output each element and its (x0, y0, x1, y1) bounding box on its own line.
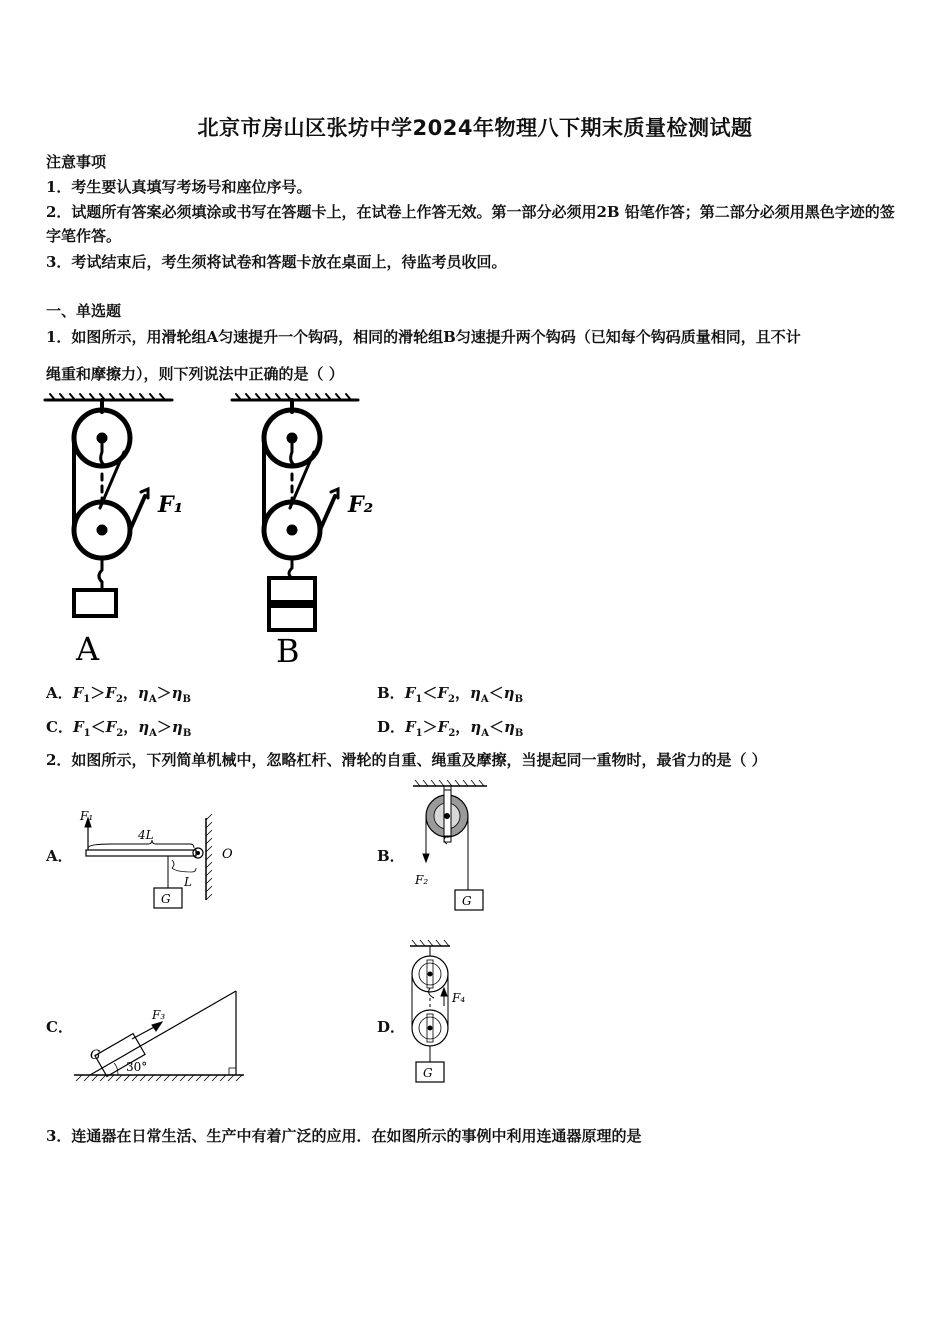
q2a-label-g: G (161, 892, 171, 906)
q2-pulley-block-figure (400, 936, 490, 1088)
notice-item-2: 2．试题所有答案必须填涂或书写在答题卡上，在试卷上作答无效。第一部分必须用2B 铅笔作答；第二部分必须用黑色字迹的签字笔作答。 (46, 203, 895, 245)
q2a-label-f1: F₁ (80, 809, 94, 823)
q2-stem: 2．如图所示，下列简单机械中，忽略杠杆、滑轮的自重、绳重及摩擦，当提起同一重物时，最省力的是（ ） (46, 751, 767, 769)
q2-option-b-label[interactable]: B． (377, 847, 405, 865)
q1-stem-line-2: 绳重和摩擦力），则下列说法中正确的是（ ） (46, 365, 344, 383)
q3-stem: 3．连通器在日常生活、生产中有着广泛的应用．在如图所示的事例中利用连通器原理的是 (46, 1127, 642, 1145)
q2b-label-g: G (462, 894, 472, 908)
q2a-label-l: L (184, 875, 192, 889)
pulley-system-b (232, 394, 358, 630)
q1-label-f2: F₂ (348, 492, 374, 518)
notice-heading: 注意事项 (46, 153, 107, 171)
q1-label-a: A (76, 630, 100, 668)
q1-pulley-figure (40, 390, 400, 675)
q1-option-d[interactable]: D．$F_1>F_2$，$\eta_A<\eta_B$ (377, 718, 524, 739)
q2a-label-o: O (222, 847, 233, 862)
notice-item-1: 1．考生要认真填写考场号和座位序号。 (46, 178, 312, 196)
section-heading: 一、单选题 (46, 302, 122, 320)
q2-incline-figure (70, 985, 250, 1090)
q1-option-b[interactable]: B．$F_1<F_2$，$\eta_A<\eta_B$ (377, 684, 524, 705)
q2d-label-f4: F₄ (452, 991, 466, 1005)
q1-option-a[interactable]: A．$F_1>F_2$，$\eta_A>\eta_B$ (46, 684, 191, 705)
q2-option-d-label[interactable]: D． (377, 1018, 406, 1036)
q1-label-b: B (276, 632, 300, 670)
q2c-label-g: G (90, 1048, 101, 1063)
q1-stem-line-1: 1．如图所示，用滑轮组A匀速提升一个钩码，相同的滑轮组B匀速提升两个钩码（已知每个钩码质量相同，且不计 (46, 328, 801, 346)
q2b-label-f2: F₂ (415, 873, 429, 887)
q2-option-c-label[interactable]: C． (46, 1018, 73, 1036)
q2-option-a-label[interactable]: A． (46, 847, 73, 865)
q2c-label-angle: 30° (126, 1060, 148, 1074)
q2d-label-g: G (423, 1066, 433, 1080)
q1-label-f1: F₁ (158, 492, 184, 518)
q2-lever-figure (72, 800, 252, 920)
notice-item-3: 3．考试结束后，考生须将试卷和答题卡放在桌面上，待监考员收回。 (46, 253, 507, 271)
pulley-system-a (45, 394, 172, 616)
page-title: 北京市房山区张坊中学2024年物理八下期末质量检测试题 (197, 116, 753, 140)
q2c-label-f3: F₃ (152, 1008, 166, 1022)
q1-option-c[interactable]: C．$F_1<F_2$，$\eta_A>\eta_B$ (46, 718, 192, 739)
q2-fixed-pulley-figure (405, 778, 505, 914)
q2a-label-4l: 4L (138, 828, 154, 842)
